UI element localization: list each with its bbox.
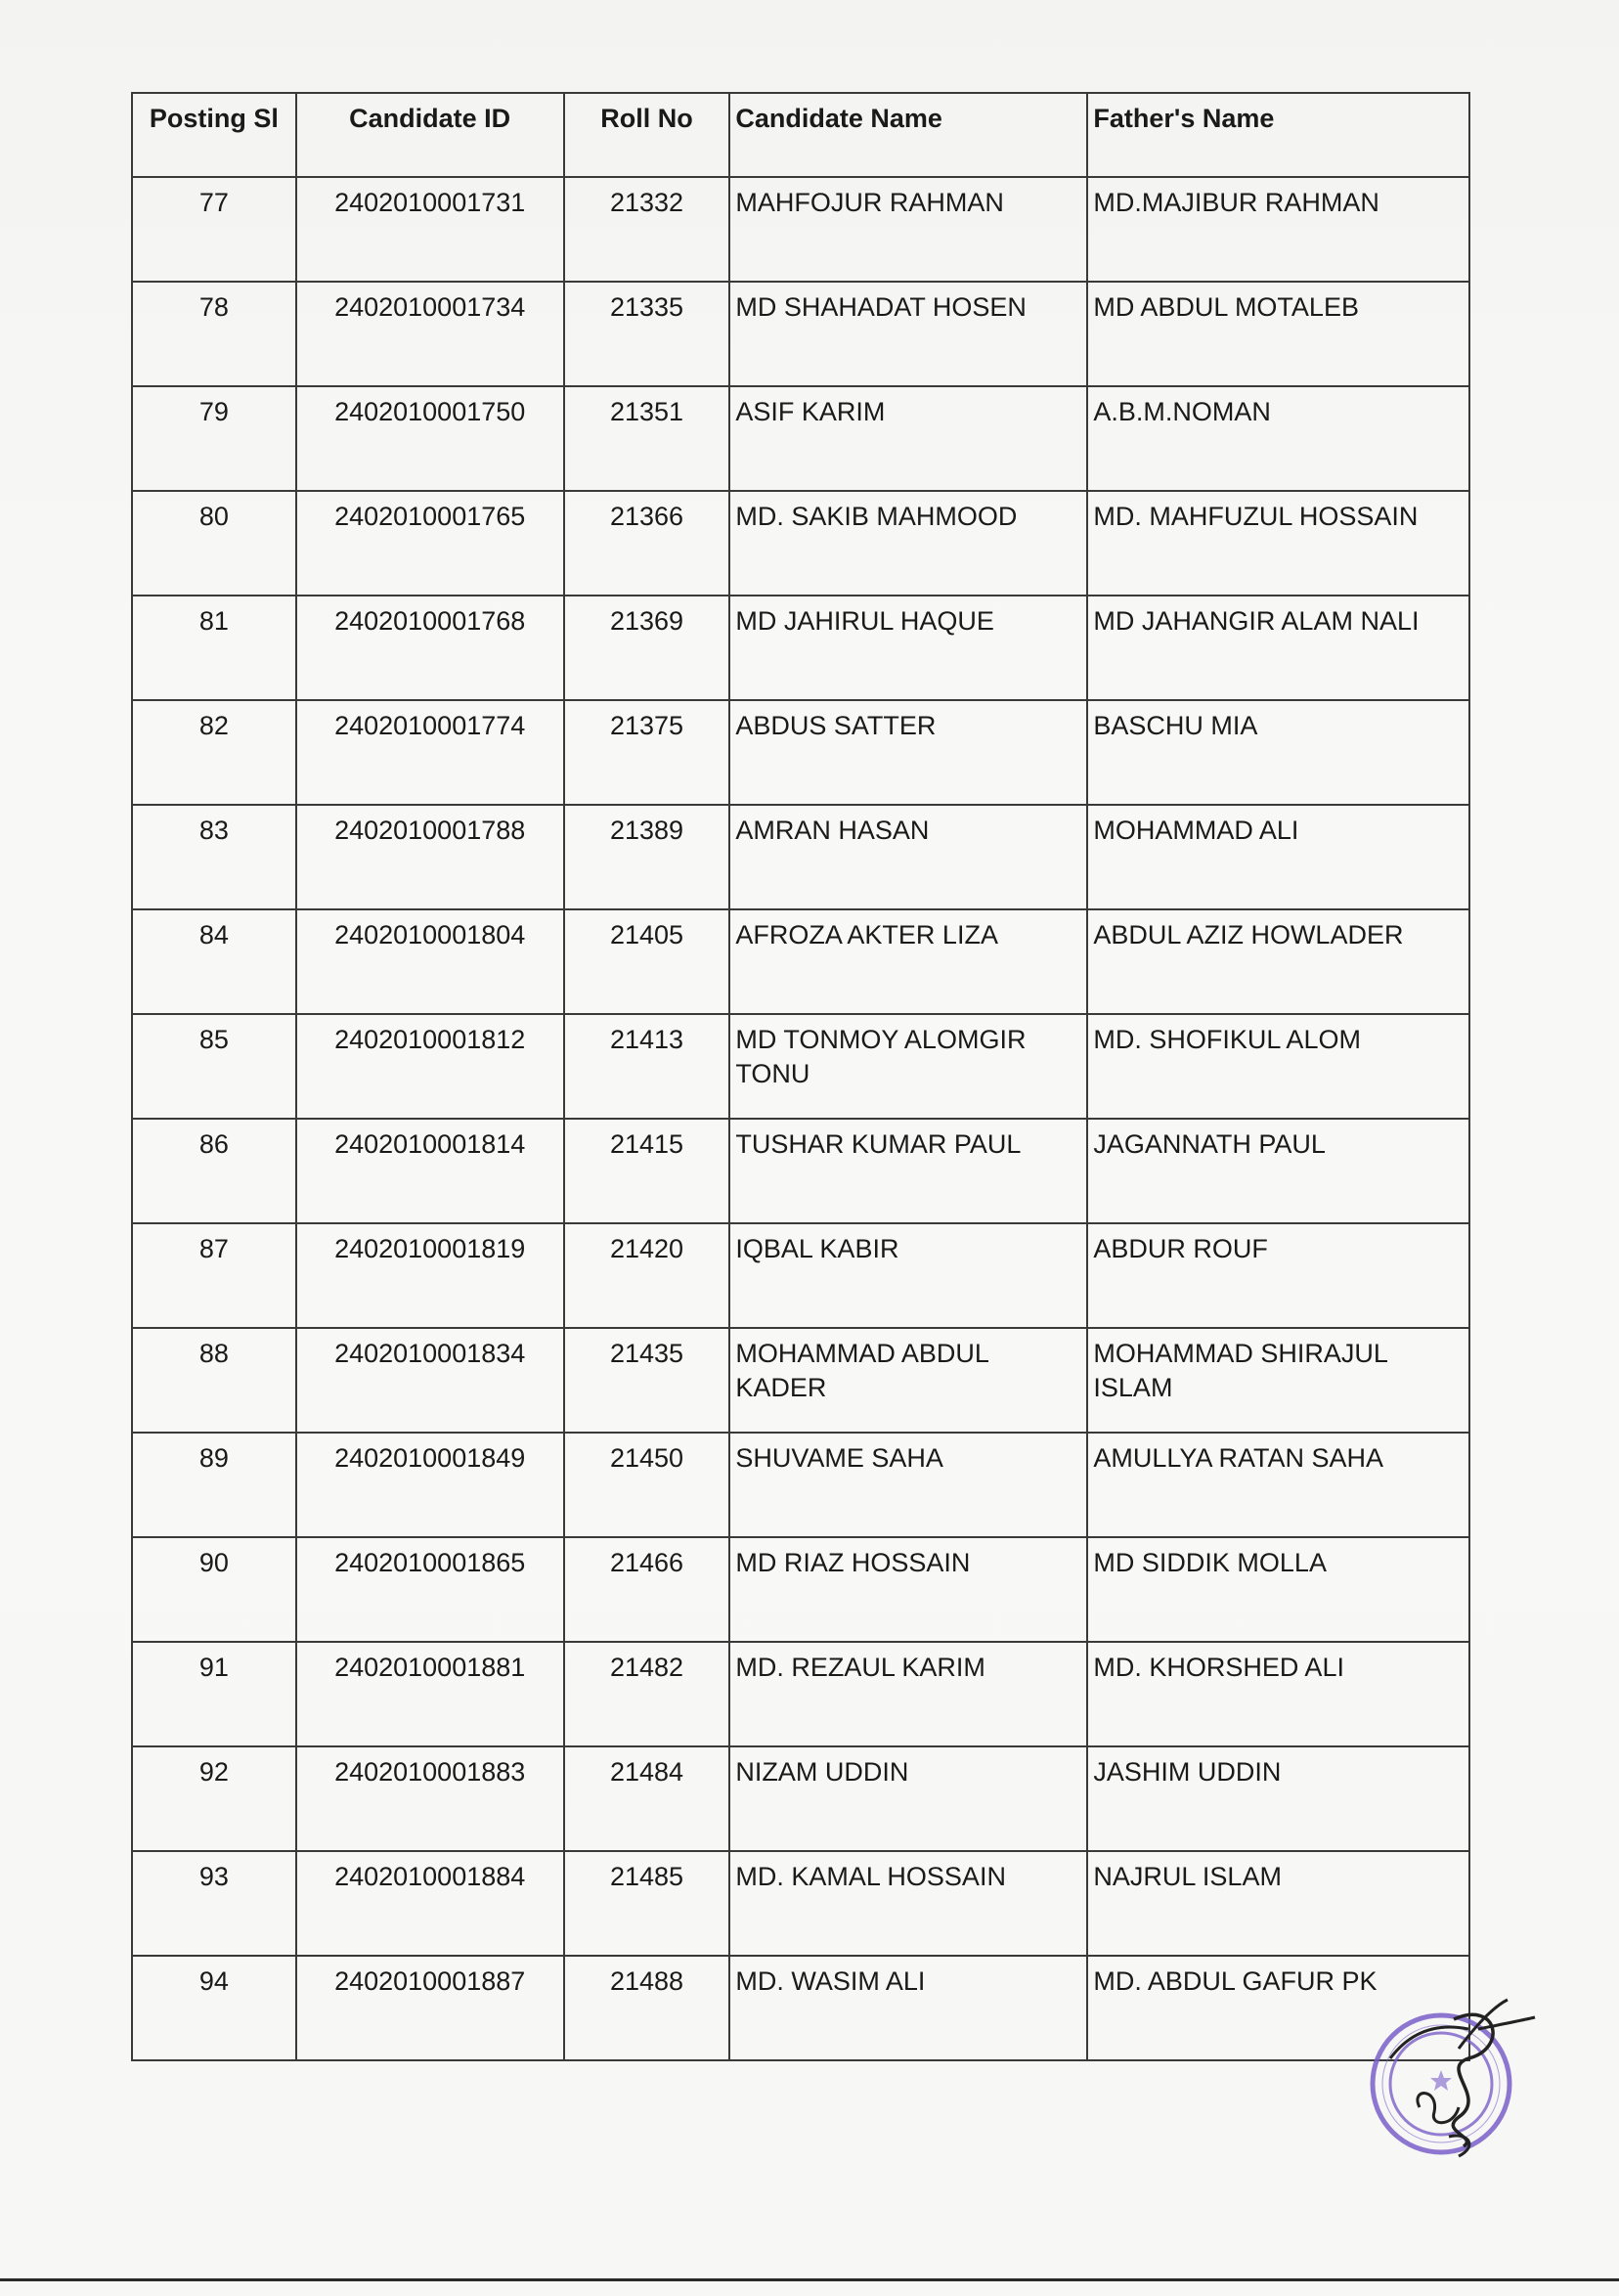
cell-fathers-name: BASCHU MIA [1087,700,1469,805]
cell-candidate-name: AFROZA AKTER LIZA [729,909,1087,1014]
cell-candidate-id: 2402010001734 [296,282,564,386]
table-row [132,282,1469,386]
cell-roll-no: 21482 [564,1642,730,1746]
cell-candidate-name: ABDUS SATTER [729,700,1087,805]
cell-fathers-name: ABDUL AZIZ HOWLADER [1087,909,1469,1014]
cell-candidate-id: 2402010001819 [296,1223,564,1328]
table-row [132,1642,1469,1746]
cell-candidate-name: ASIF KARIM [729,386,1087,491]
bank-seal-stamp-icon [1361,1990,1537,2166]
header-roll-no: Roll No [564,93,730,177]
table-body [132,177,1469,2060]
cell-posting-sl: 82 [132,700,296,805]
cell-posting-sl: 80 [132,491,296,596]
cell-posting-sl: 85 [132,1014,296,1119]
table-row [132,596,1469,700]
cell-candidate-name: MD. REZAUL KARIM [729,1642,1087,1746]
table-row [132,1537,1469,1642]
cell-candidate-id: 2402010001887 [296,1956,564,2060]
cell-fathers-name: MD JAHANGIR ALAM NALI [1087,596,1469,700]
table-row [132,700,1469,805]
cell-fathers-name: MD ABDUL MOTALEB [1087,282,1469,386]
cell-posting-sl: 94 [132,1956,296,2060]
cell-candidate-id: 2402010001884 [296,1851,564,1956]
cell-candidate-name: IQBAL KABIR [729,1223,1087,1328]
cell-candidate-name: MD. SAKIB MAHMOOD [729,491,1087,596]
cell-candidate-name: MD. KAMAL HOSSAIN [729,1851,1087,1956]
table-row [132,1956,1469,2060]
cell-candidate-id: 2402010001765 [296,491,564,596]
cell-posting-sl: 90 [132,1537,296,1642]
table-row [132,1119,1469,1223]
table-row [132,1014,1469,1119]
cell-roll-no: 21369 [564,596,730,700]
cell-candidate-name: MD RIAZ HOSSAIN [729,1537,1087,1642]
header-posting-sl: Posting Sl [132,93,296,177]
cell-candidate-id: 2402010001834 [296,1328,564,1433]
cell-roll-no: 21466 [564,1537,730,1642]
cell-posting-sl: 81 [132,596,296,700]
header-fathers-name: Father's Name [1087,93,1469,177]
cell-candidate-id: 2402010001881 [296,1642,564,1746]
cell-posting-sl: 83 [132,805,296,909]
cell-roll-no: 21375 [564,700,730,805]
cell-fathers-name: MD. MAHFUZUL HOSSAIN [1087,491,1469,596]
header-candidate-id: Candidate ID [296,93,564,177]
table-row [132,177,1469,282]
cell-candidate-id: 2402010001731 [296,177,564,282]
table-row [132,909,1469,1014]
cell-fathers-name: JASHIM UDDIN [1087,1746,1469,1851]
table-row [132,1433,1469,1537]
cell-fathers-name: A.B.M.NOMAN [1087,386,1469,491]
cell-posting-sl: 86 [132,1119,296,1223]
cell-fathers-name: ABDUR ROUF [1087,1223,1469,1328]
cell-fathers-name: MD.MAJIBUR RAHMAN [1087,177,1469,282]
cell-roll-no: 21450 [564,1433,730,1537]
cell-fathers-name: MD. KHORSHED ALI [1087,1642,1469,1746]
cell-posting-sl: 79 [132,386,296,491]
cell-candidate-name: MD TONMOY ALOMGIR TONU [729,1014,1087,1119]
cell-candidate-id: 2402010001814 [296,1119,564,1223]
cell-posting-sl: 92 [132,1746,296,1851]
table-row [132,805,1469,909]
cell-posting-sl: 84 [132,909,296,1014]
cell-candidate-name: MD SHAHADAT HOSEN [729,282,1087,386]
cell-fathers-name: MD. SHOFIKUL ALOM [1087,1014,1469,1119]
cell-posting-sl: 89 [132,1433,296,1537]
cell-roll-no: 21405 [564,909,730,1014]
cell-fathers-name: MOHAMMAD ALI [1087,805,1469,909]
cell-candidate-name: MAHFOJUR RAHMAN [729,177,1087,282]
cell-candidate-id: 2402010001768 [296,596,564,700]
cell-roll-no: 21413 [564,1014,730,1119]
cell-roll-no: 21485 [564,1851,730,1956]
cell-candidate-name: MD. WASIM ALI [729,1956,1087,2060]
cell-posting-sl: 91 [132,1642,296,1746]
page-bottom-rule [0,2278,1619,2281]
table-header-row [132,93,1469,177]
cell-fathers-name: MD. ABDUL GAFUR PK [1087,1956,1469,2060]
cell-candidate-id: 2402010001865 [296,1537,564,1642]
cell-roll-no: 21420 [564,1223,730,1328]
cell-posting-sl: 88 [132,1328,296,1433]
cell-candidate-name: NIZAM UDDIN [729,1746,1087,1851]
cell-roll-no: 21435 [564,1328,730,1433]
cell-posting-sl: 87 [132,1223,296,1328]
cell-roll-no: 21389 [564,805,730,909]
header-candidate-name: Candidate Name [729,93,1087,177]
cell-roll-no: 21332 [564,177,730,282]
cell-candidate-name: SHUVAME SAHA [729,1433,1087,1537]
cell-posting-sl: 77 [132,177,296,282]
cell-candidate-id: 2402010001788 [296,805,564,909]
cell-roll-no: 21335 [564,282,730,386]
cell-candidate-id: 2402010001804 [296,909,564,1014]
cell-roll-no: 21488 [564,1956,730,2060]
cell-fathers-name: NAJRUL ISLAM [1087,1851,1469,1956]
cell-candidate-name: MD JAHIRUL HAQUE [729,596,1087,700]
cell-candidate-name: TUSHAR KUMAR PAUL [729,1119,1087,1223]
cell-candidate-id: 2402010001883 [296,1746,564,1851]
cell-posting-sl: 78 [132,282,296,386]
cell-candidate-name: AMRAN HASAN [729,805,1087,909]
cell-fathers-name: AMULLYA RATAN SAHA [1087,1433,1469,1537]
candidate-table [131,92,1470,2061]
cell-posting-sl: 93 [132,1851,296,1956]
cell-fathers-name: JAGANNATH PAUL [1087,1119,1469,1223]
table-row [132,1223,1469,1328]
cell-candidate-id: 2402010001812 [296,1014,564,1119]
cell-roll-no: 21366 [564,491,730,596]
cell-roll-no: 21351 [564,386,730,491]
cell-candidate-id: 2402010001849 [296,1433,564,1537]
cell-roll-no: 21415 [564,1119,730,1223]
table-row [132,1746,1469,1851]
cell-candidate-id: 2402010001774 [296,700,564,805]
cell-candidate-id: 2402010001750 [296,386,564,491]
table-row [132,491,1469,596]
table-row [132,1851,1469,1956]
cell-fathers-name: MOHAMMAD SHIRAJUL ISLAM [1087,1328,1469,1433]
cell-fathers-name: MD SIDDIK MOLLA [1087,1537,1469,1642]
cell-roll-no: 21484 [564,1746,730,1851]
table-row [132,386,1469,491]
cell-candidate-name: MOHAMMAD ABDUL KADER [729,1328,1087,1433]
table-row [132,1328,1469,1433]
